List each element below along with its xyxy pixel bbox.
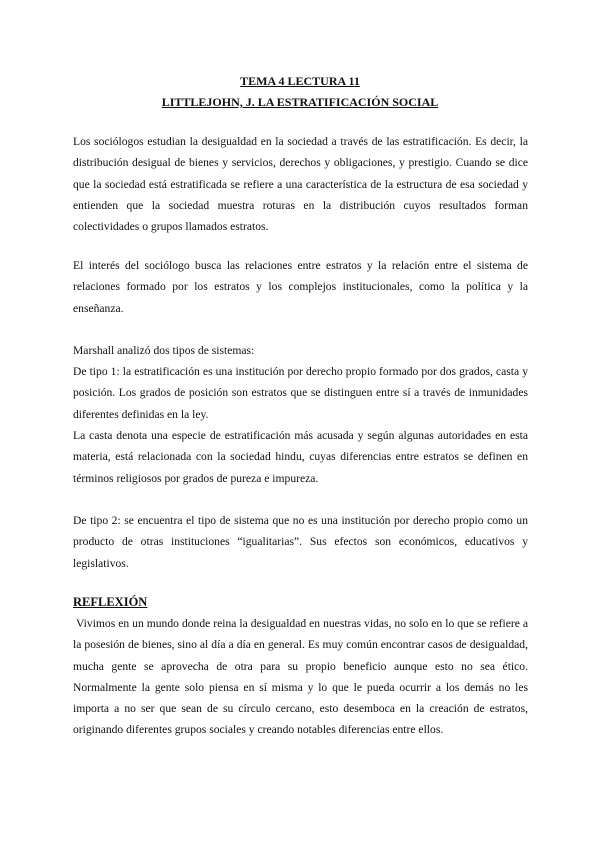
document-title: TEMA 4 LECTURA 11 [240,74,360,88]
paragraph-sociologist-interest: El interés del sociólogo busca las relaciones entre estratos y la relación entre el sistema de relaciones formado por los estratos y los complejos institucionales, como la política y la enseñanza. [73,259,528,315]
reflection-paragraph: Vivimos en un mundo donde reina la desigualdad en nuestras vidas, no solo en lo que se refiere a la posesión de bienes, sino al día a día en general. Es muy común encontrar casos de desigualdad, mucha gente se aprovecha de otra para su propio beneficio aunque esto no sea ético. Normalmente la gente solo piensa en sí misma y lo que le pueda ocurrir a los demás no les importa a no ser que sean de su círculo cercano, esto desemboca en la creación de estratos, originando diferentes grupos sociales y creando notables diferencias entre ellos. [73,617,531,737]
paragraph-marshall-intro: Marshall analizó dos tipos de sistemas: [73,344,255,357]
document-subtitle: LITTLEJOHN, J. LA ESTRATIFICACIÓN SOCIAL [161,95,439,109]
paragraph-caste: La casta denota una especie de estratificación más acusada y según algunas autoridades en esta materia, está relacionada con la sociedad hindu, cuyas diferencias entre estratos se definen en términos religiosos por grados de pureza e impureza. [73,429,528,485]
paragraph-type-1: De tipo 1: la estratificación es una institución por derecho propio formado por dos grados, casta y posición. Los grados de posición son estratos que se distinguen entre sí a través de inmunidades diferentes definidas en la ley. [73,365,528,421]
reflection-heading: REFLEXIÓN [73,595,148,609]
paragraph-type-2: De tipo 2: se encuentra el tipo de sistema que no es una institución por derecho propio como un producto de otras instituciones “igualitarias”. Sus efectos son económicos, educativos y legislativos. [73,514,528,570]
paragraph-stratification-intro: Los sociólogos estudian la desigualdad en la sociedad a través de las estratificación. Es decir, la distribución desigual de bienes y servicios, derechos y obligaciones, y prestigio. Cuando se dice que la sociedad está estratificada se refiere a una característica de la estructura de esa sociedad y entienden que la sociedad muestra roturas en la distribución cuyos resultados forman colectividades o grupos llamados estratos. [73,135,528,234]
